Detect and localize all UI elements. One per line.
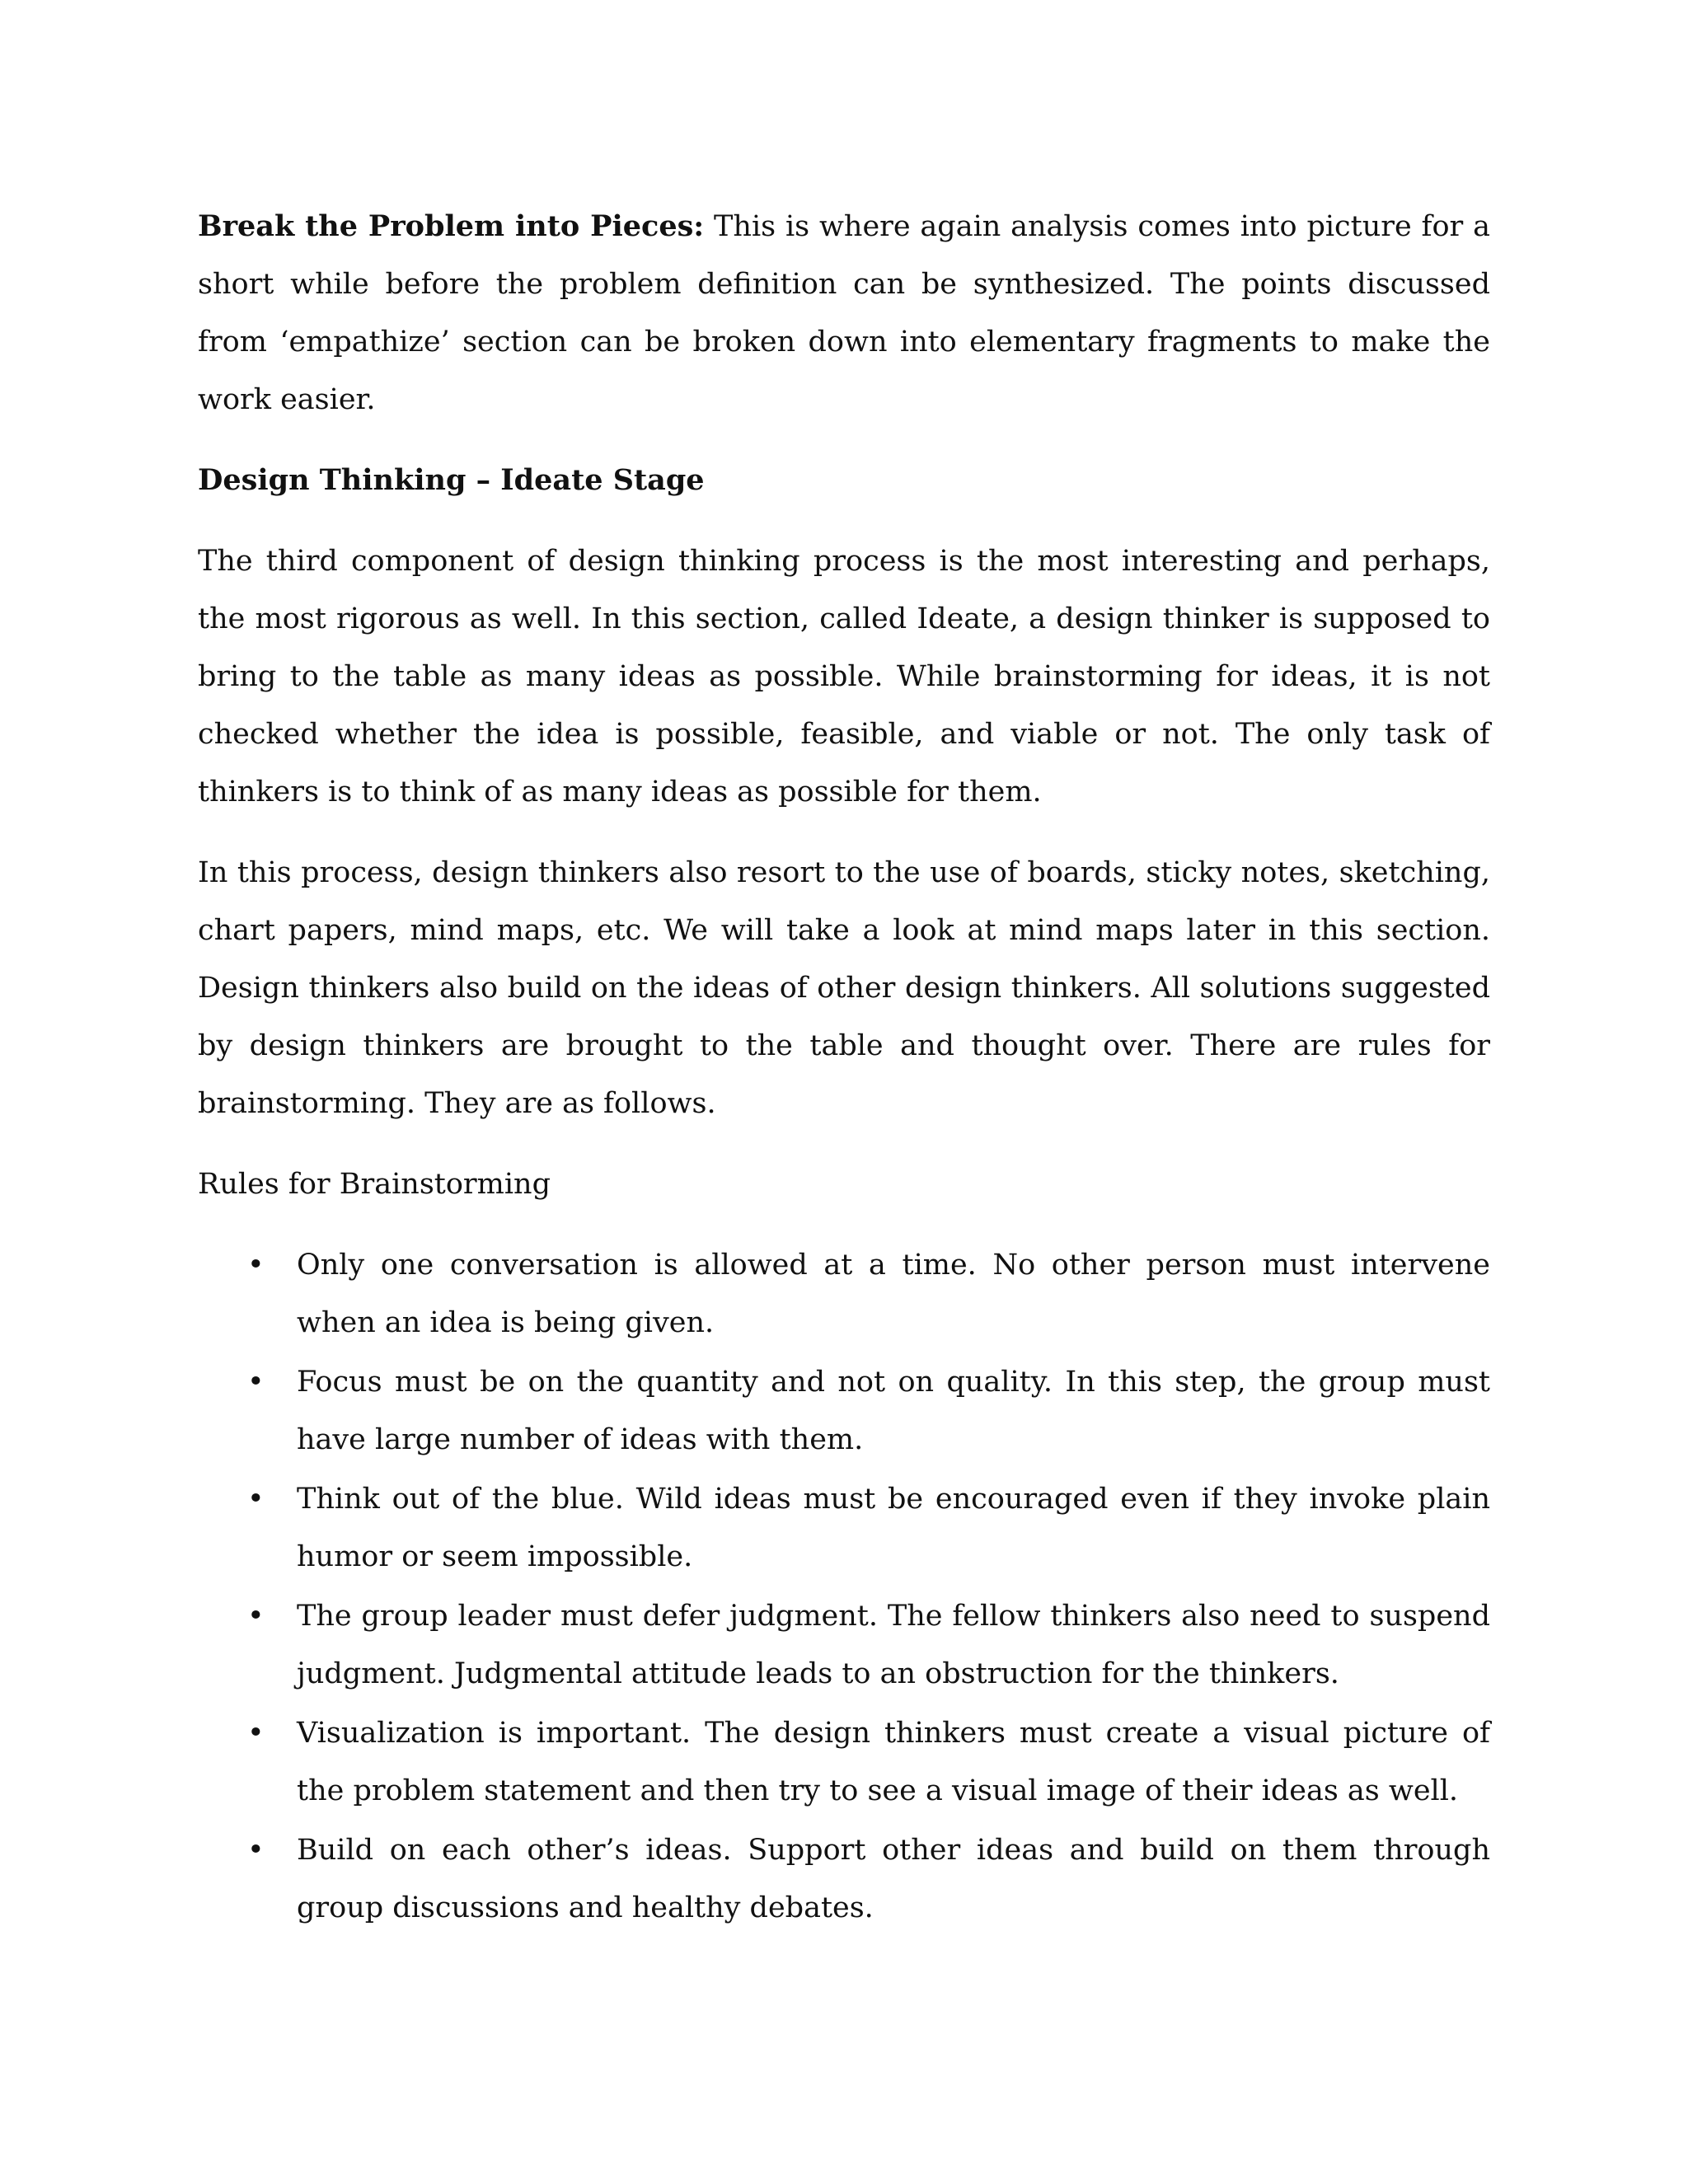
rule-text: Focus must be on the quantity and not on quality. In this step, the group must have large number of ideas with them.: [297, 1366, 1490, 1456]
list-item: [198, 1353, 1490, 1469]
rule-text: Build on each other’s ideas. Support other ideas and build on them through group discussions and healthy debates.: [297, 1834, 1490, 1924]
rules-title: Rules for Brainstorming: [198, 1168, 551, 1201]
list-item: [198, 1236, 1490, 1352]
rule-text: Only one conversation is allowed at a time. No other person must intervene when an idea is being given.: [297, 1249, 1490, 1339]
bullet-icon: •: [247, 1366, 265, 1399]
bullet-icon: •: [247, 1249, 265, 1282]
list-item: [198, 1821, 1490, 1937]
ideate-stage-heading: Design Thinking – Ideate Stage: [198, 463, 705, 497]
list-item: [198, 1587, 1490, 1703]
brainstorming-rules-list: [198, 1236, 1490, 1937]
bullet-icon: •: [247, 1483, 265, 1516]
ideate-paragraph-1: The third component of design thinking process is the most interesting and perhaps, the most rigorous as well. In this section, called Ideate, a design thinker is supposed to bring to the table as many ideas as possible. While brainstorming for ideas, it is not checked whether the idea is possible, feasible, and viable or not. The only task of thinkers is to think of as many ideas as possible for them.: [198, 545, 1490, 808]
break-problem-text: This is where again analysis comes into picture for a short while before the problem definition can be synthesized. The points discussed from ‘empathize’ section can be broken down into elementary fragments to make the work easier.: [198, 210, 1490, 416]
list-item: [198, 1470, 1490, 1586]
bullet-icon: •: [247, 1834, 265, 1867]
rule-text: Visualization is important. The design thinkers must create a visual picture of the problem statement and then try to see a visual image of their ideas as well.: [297, 1717, 1490, 1807]
document-page: [198, 198, 1490, 1938]
bullet-icon: •: [247, 1717, 265, 1750]
bullet-icon: •: [247, 1600, 265, 1633]
rule-text: The group leader must defer judgment. The fellow thinkers also need to suspend judgment. Judgmental attitude leads to an obstruction for the thinkers.: [297, 1600, 1490, 1690]
break-problem-lead: Break the Problem into Pieces:: [198, 209, 705, 243]
list-item: [198, 1704, 1490, 1820]
break-problem-paragraph: [198, 198, 1490, 429]
rule-text: Think out of the blue. Wild ideas must be encouraged even if they invoke plain humor or seem impossible.: [297, 1483, 1490, 1573]
ideate-paragraph-2: In this process, design thinkers also resort to the use of boards, sticky notes, sketching, chart papers, mind maps, etc. We will take a look at mind maps later in this section. Design thinkers also build on the ideas of other design thinkers. All solutions suggested by design thinkers are brought to the table and thought over. There are rules for brainstorming. They are as follows.: [198, 856, 1490, 1120]
